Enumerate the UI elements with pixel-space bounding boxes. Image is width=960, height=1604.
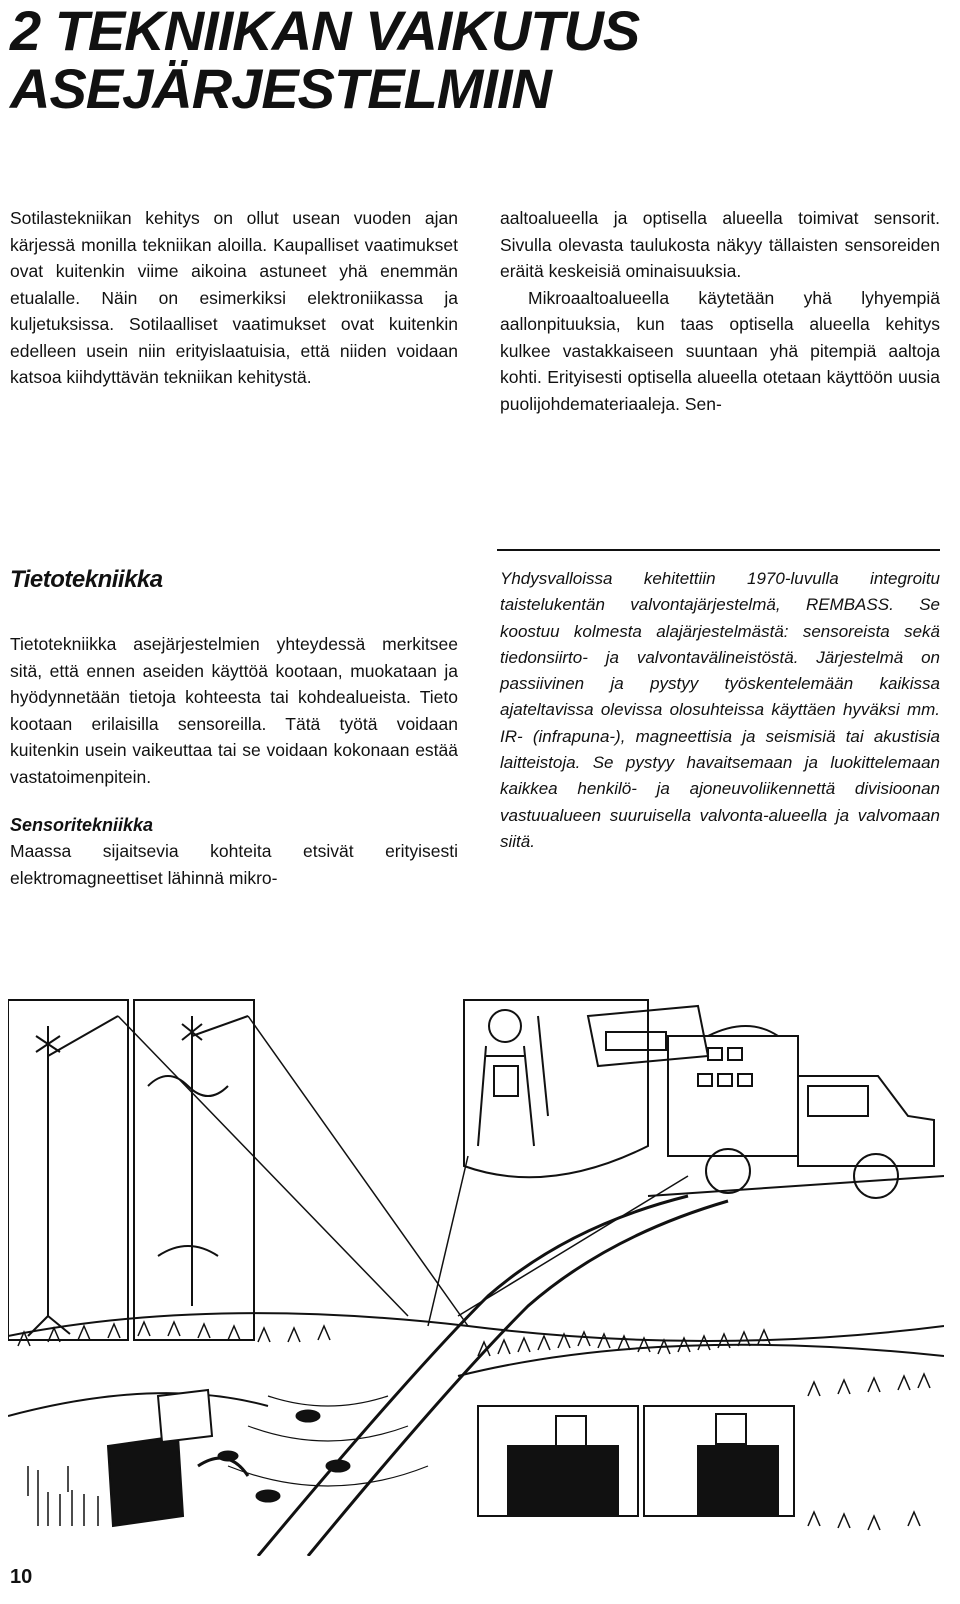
soldier-figure — [464, 1000, 648, 1177]
sensor-box — [478, 1406, 638, 1516]
soldier-group — [28, 1466, 98, 1526]
intro-right-paragraph-2: Mikroaaltoalueella käytetään yhä lyhyempiä aallonpituuksia, kun taas optisella alueella kehitys kulkee vastakkaiseen suuntaan yhä pitempiä aaltoja kohti. Erityisesti optisella alueella otetaan käyttöön uusia puolijohdemateriaaleja. Sen- — [500, 287, 940, 414]
title-line-2: ASEJÄRJESTELMIIN — [10, 57, 551, 120]
tree-line — [18, 1322, 770, 1356]
antenna-panel-1 — [8, 1000, 128, 1340]
sensor-box — [644, 1406, 794, 1516]
figure-caption: Yhdysvalloissa kehitettiin 1970-luvulla integroitu taistelukentän valvontajärjestelmä, REMBASS. Se koostuu kolmesta alajärjestelmästä: sensoreista sekä tiedonsiirto- ja valvontavälineistöstä. Järjestelmä on passiivinen ja pystyy työskentelemään kaikissa ajateltavissa olevissa olosuhteissa käyttäen hyväksi mm. IR- (infrapuna-), magneettisia ja seismisiä tai akustisia laitteistoja. Se pystyy havaitsemaan ja luokittelemaan kaikkea henkilö- ja ajoneuvoliikennettä divisioonan vastuualueen suuruisella valvonta-alueella ja valvomaan siitä. — [500, 569, 940, 851]
subsection-heading: Sensoritekniikka — [10, 815, 154, 835]
antenna-mast-icon — [28, 1016, 118, 1336]
section-body: Tietotekniikka asejärjestelmien yhteydessä merkitsee sitä, että ennen aseiden käyttöä kootaan, muokataan ja hyödynnetään tietoja kohteesta tai kohdealueista. Tieto kootaan erilaisilla sensoreilla. Tätä työtä voidaan kuitenkin usein vaikeuttaa tai se voidaan kokonaan estää vastatoimenpitein. — [10, 634, 458, 787]
intro-right-paragraph-1: aaltoalueella ja optisella alueella toimivat sensorit. Sivulla olevasta taulukosta näkyy tällaisten sensoreiden eräitä keskeisiä ominaisuuksia. — [500, 208, 940, 281]
title-line-1: 2 TEKNIIKAN VAIKUTUS — [10, 0, 640, 62]
antenna-mast-icon — [148, 1016, 248, 1306]
intro-paragraph: Sotilastekniikan kehitys on ollut usean vuoden ajan kärjessä monilla tekniikan aloilla. Kaupalliset vaatimukset ovat kuitenkin viime aikoina astuneet yhä enemmän etualalle. Näin on esimerkiksi elektroniikassa ja kuljetuksissa. Sotilaalliset vaatimukset ovat kuitenkin edelleen usein niin erityislaatuisia, että niiden voidaan katsoa kiihdyttävän tekniikan kehitystä. — [10, 208, 458, 387]
page-number: 10 — [10, 1566, 33, 1588]
subsection-body: Maassa sijaitsevia kohteita etsivät erityisesti elektromagneettiset lähinnä mikro- — [10, 841, 458, 888]
caption-divider — [497, 549, 940, 551]
truck-illustration — [648, 1036, 944, 1198]
section-heading: Tietotekniikka — [10, 566, 163, 593]
vehicle-column — [218, 1410, 350, 1502]
page-title — [10, 2, 639, 118]
signal-lines — [118, 1016, 688, 1326]
sensor-box — [108, 1390, 212, 1526]
section-body-column — [10, 631, 458, 891]
horizon-line — [8, 1313, 944, 1341]
rembass-illustration — [8, 996, 944, 1556]
intro-right-column — [500, 205, 940, 417]
intro-left-column — [10, 205, 458, 391]
